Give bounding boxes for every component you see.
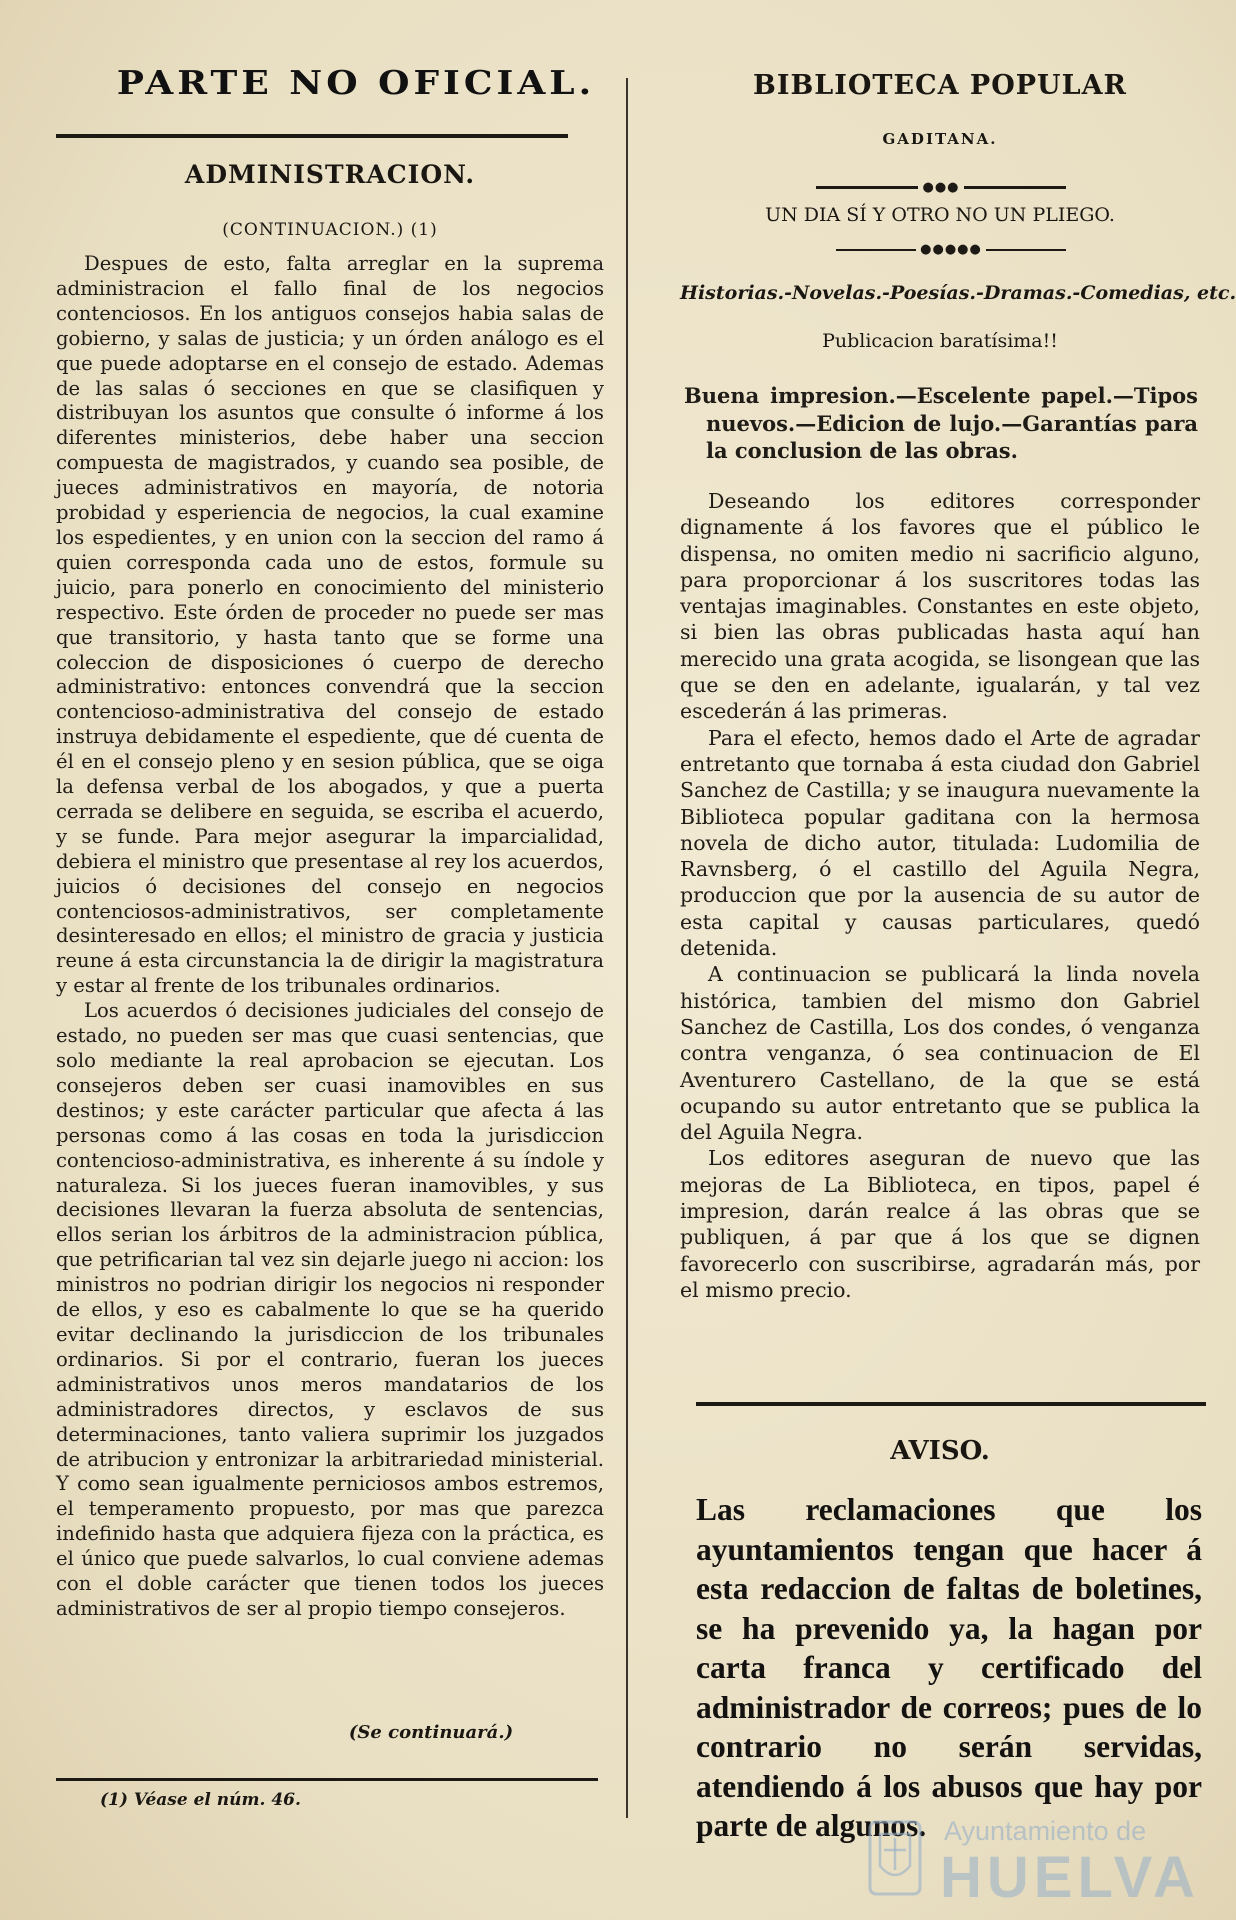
column-divider [626, 78, 628, 1818]
watermark-main-text: HUELVA [940, 1845, 1200, 1910]
advert-paragraph: A continuacion se publicará la linda novela histórica, tambien del mismo don Gabriel Sanchez de Castilla, Los dos condes, ó venganza contra venganza, ó sea continuacion de El Aventurero Castellano, de la que se está ocupando su autor entretanto que se publica la del Aguila Negra. [680, 962, 1200, 1145]
footnote: (1) Véase el núm. 46. [100, 1790, 301, 1810]
advert-title: BIBLIOTECA POPULAR [753, 70, 1127, 101]
section-masthead: PARTE NO OFICIAL. [116, 64, 596, 102]
ornament-rule: ●●●●● [836, 242, 1066, 257]
article-paragraph: Despues de esto, falta arreglar en la suprema administracion el fallo final de los negocios contenciosos. En los antiguos consejos habia salas de gobierno, y salas de justicia; y un órden análogo es el que puede adoptarse en el consejo de estado. Ademas de las salas ó secciones en que se clasifiquen y distribuyan los asuntos que consulte ó informe á los diferentes ministerios, debe haber una seccion compuesta de magistrados, y cuando sea posible, de jueces administrativos en mayoría, de notoria probidad y esperiencia de negocios, la cual examine los espedientes, y en union con la seccion del ramo á quien corresponda cada uno de estos, formule su juicio, para ponerlo en conocimiento del ministerio respectivo. Este órden de proceder no puede ser mas que transitorio, y hasta tanto que se forme una coleccion de disposiciones ó cuerpo de derecho administrativo: entonces convendrá que la seccion contencioso-administrativa del consejo de estado instruya debidamente el espediente, que dé cuenta de él en el consejo pleno y en sesion pública, que se oiga la defensa verbal de los abogados, y que a puerta cerrada se delibere en seguida, se escriba el acuerdo, y se funde. Para mejor asegurar la imparcialidad, debiera el ministro que presentase al rey los acuerdos, juicios ó decisiones del consejo en negocios contenciosos-administrativos, ser completamente desinteresado en ellos; el ministro de gracia y justicia reune á esta circunstancia la de dirigir la magistratura y estar al frente de los tribunales ordinarios. [56, 252, 604, 998]
aviso-rule [696, 1402, 1206, 1406]
advert-paragraph: Deseando los editores corresponder dignamente á los favores que el público le dispensa, no omiten medio ni sacrificio alguno, para proporcionar á los suscritores todas las ventajas imaginables. Constantes en este objeto, si bien las obras publicadas hasta aquí han merecido una grata acogida, se lisongean que las que se den en adelante, igualarán, y tal vez escederán á las primeras. [680, 489, 1200, 724]
article-paragraph: Los acuerdos ó decisiones judiciales del consejo de estado, no pueden ser mas que cuasi sentencias, que solo mediante la real aprobacion se ejecutan. Los consejeros deben ser cuasi inamovibles en sus destinos; y este carácter particular que afecta á las personas como á las cosas en toda la jurisdiccion contencioso-administrativa, es inherente á su índole y naturaleza. Si los jueces fueran inamovibles, y sus decisiones llevaran la fuerza absoluta de sentencias, ellos serian los árbitros de la administracion pública, que petrificarian tal vez sin dejarle juego ni accion: los ministros no podrian dirigir los negocios ni responder de ellos, y eso es cabalmente lo que se ha querido evitar declinando la jurisdiccion de los tribunales ordinarios. Si por el contrario, fueran los jueces administrativos unos meros mandatarios de los administradores directos, y esclavos de sus determinaciones, tanto valiera suprimir los juzgados de atribucion y entronizar la arbitrariedad ministerial. Y como sean igualmente perniciosos ambos estremos, el temperamento propuesto, por mas que parezca indefinido hasta que adquiera fijeza con la práctica, es el único que puede salvarlos, lo cual conviene ademas con el doble carácter que tienen todos los jueces administrativos de ser al propio tiempo consejeros. [56, 999, 604, 1620]
genres-list: Historias.-Novelas.-Poesías.-Dramas.-Comedias, etc. [680, 282, 1236, 304]
publication-frequency: UN DIA SÍ Y OTRO NO UN PLIEGO. [765, 204, 1115, 226]
advert-paragraph: Los editores aseguran de nuevo que las mejoras de La Biblioteca, en tipos, papel é impresion, darán realce á las obras que se publiquen, á par que á los que se dignen favorecerlo con suscribirse, agradarán más, por el mismo precio. [680, 1146, 1200, 1302]
price-note: Publicacion baratísima!! [822, 330, 1058, 352]
footnote-rule [56, 1778, 598, 1781]
masthead-rule [56, 134, 568, 138]
aviso-text: Las reclamaciones que los ayuntamientos tengan que hacer á esta redaccion de faltas de boletines, se ha prevenido ya, la hagan por carta franca y certificado del administrador de correos; pues de lo contrario no serán servidas, atendiendo á los abusos que hay por parte de algunos. [696, 1492, 1202, 1843]
section-title: ADMINISTRACION. [184, 160, 476, 189]
coat-of-arms-icon [866, 1818, 924, 1898]
advert-subtitle: GADITANA. [882, 130, 998, 148]
advert-paragraph: Para el efecto, hemos dado el Arte de agradar entretanto que tornaba á esta ciudad don Gabriel Sanchez de Castilla; y se inaugura nuevamente la Biblioteca popular gaditana con la hermosa novela de dicho autor, titulada: Ludomilia de Ravnsberg, ó el castillo del Aguila Negra, produccion que por la ausencia de su autor de esta capital y causas particulares, quedó detenida. [680, 725, 1200, 961]
watermark [866, 1812, 1200, 1912]
aviso-title: AVISO. [890, 1436, 990, 1466]
watermark-top-text: Ayuntamiento de [944, 1816, 1147, 1846]
ornament-rule: ●●● [816, 180, 1066, 195]
continuation-note: (Se continuará.) [348, 1722, 514, 1743]
article-body [56, 252, 604, 1622]
advert-body [680, 488, 1200, 1303]
section-subtitle: (CONTINUACION.) (1) [222, 220, 438, 240]
features-list: Buena impresion.—Escelente papel.—Tipos nuevos.—Edicion de lujo.—Garantías para la conclusion de las obras. [684, 383, 1198, 463]
